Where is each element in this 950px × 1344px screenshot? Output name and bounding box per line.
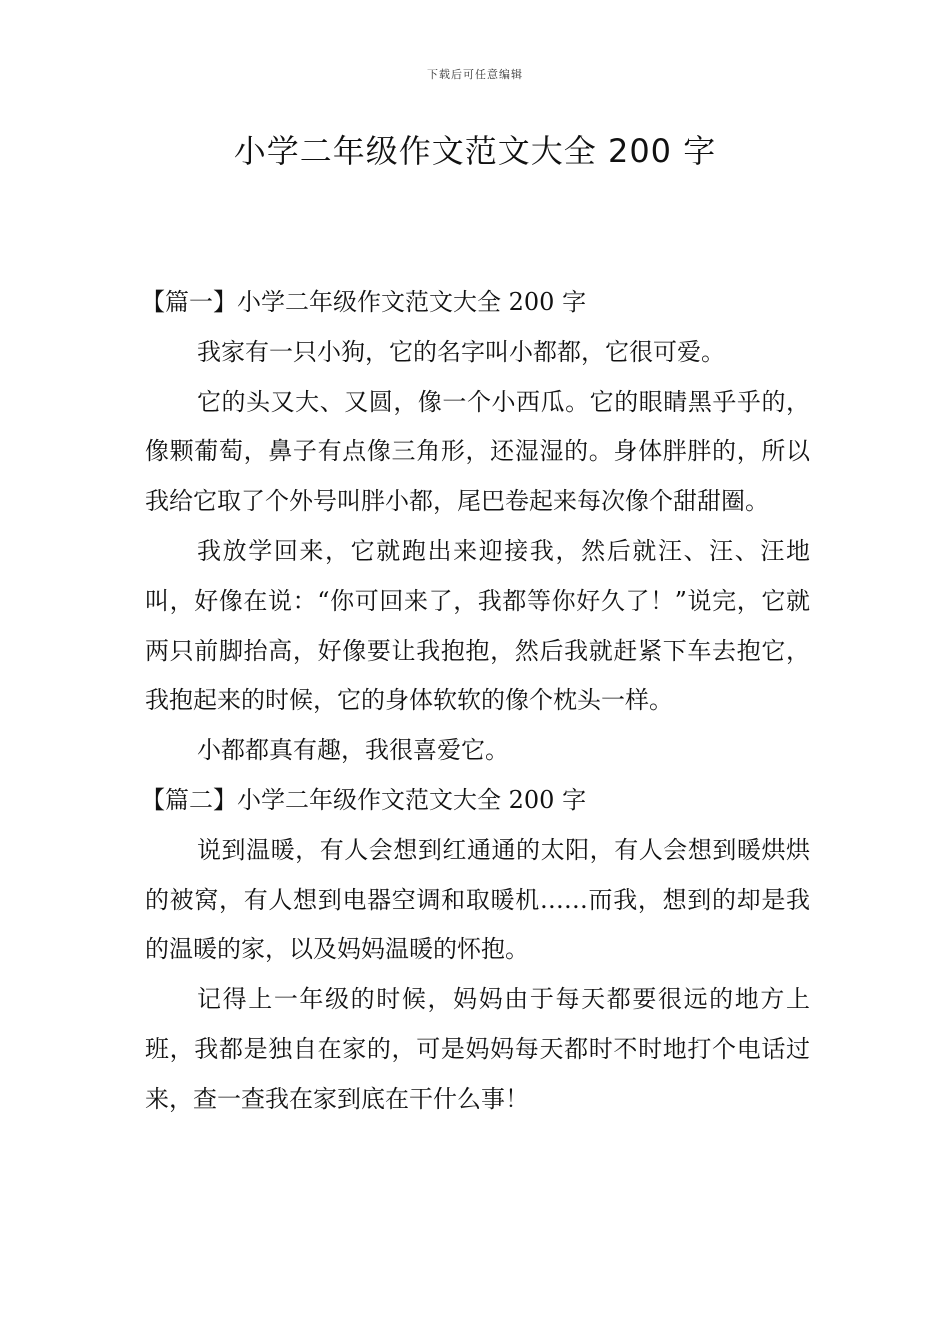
paragraph: 我放学回来，它就跑出来迎接我，然后就汪、汪、汪地叫，好像在说：“你可回来了，我都等你好久了！”说完，它就两只前脚抬高，好像要让我抱抱，然后我就赶紧下车去抱它，我抱起来的时候，它的身体软软的像个枕头一样。 [145, 536, 810, 715]
paragraph: 小都都真有趣，我很喜爱它。 [197, 736, 509, 765]
header-note: 下载后可任意编辑 [427, 68, 523, 81]
paragraph: 我家有一只小狗，它的名字叫小都都，它很可爱。 [197, 337, 725, 366]
paragraph: 说到温暖，有人会想到红通通的太阳，有人会想到暖烘烘的被窝，有人想到电器空调和取暖机……而我，想到的却是我的温暖的家，以及妈妈温暖的怀抱。 [145, 835, 810, 964]
section-heading: 【篇二】小学二年级作文范文大全 200 字 [141, 785, 587, 814]
document-body [141, 278, 810, 1125]
paragraph: 记得上一年级的时候，妈妈由于每天都要很远的地方上班，我都是独自在家的，可是妈妈每天都时不时地打个电话过来，查一查我在家到底在干什么事！ [145, 985, 810, 1113]
section-heading: 【篇一】小学二年级作文范文大全 200 字 [141, 288, 587, 316]
paragraph: 它的头又大、又圆，像一个小西瓜。它的眼睛黑乎乎的，像颗葡萄，鼻子有点像三角形，还湿湿的。身体胖胖的，所以我给它取了个外号叫胖小都，尾巴卷起来每次像个甜甜圈。 [145, 387, 810, 516]
document-title: 小学二年级作文范文大全 200 字 [233, 132, 717, 170]
